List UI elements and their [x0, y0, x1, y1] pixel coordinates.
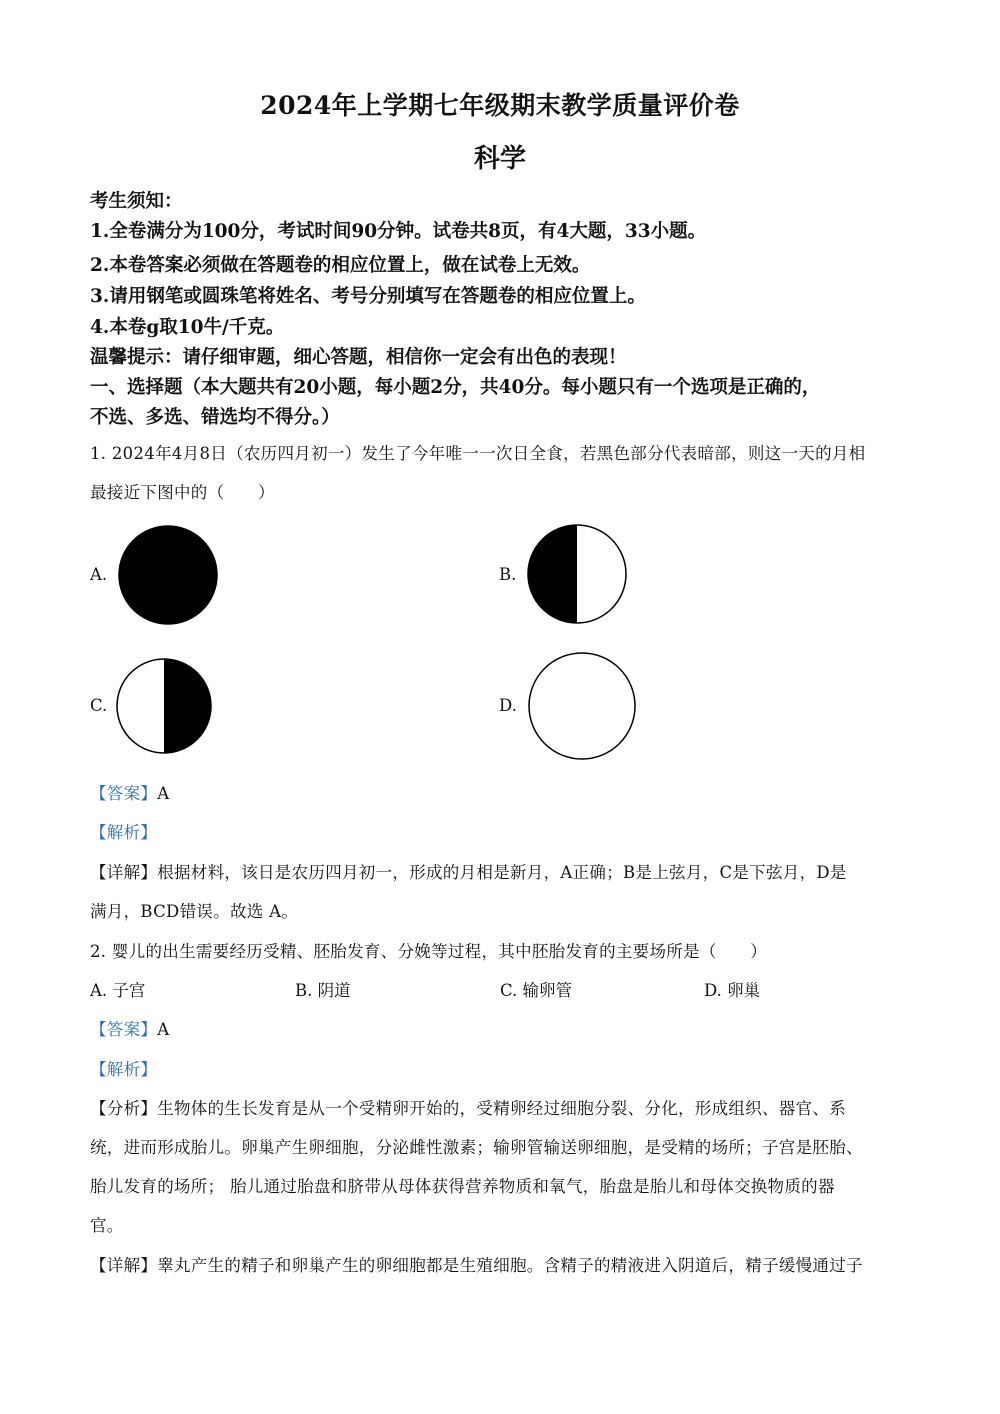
q2-option-c: C. 输卵管 — [500, 981, 573, 1000]
fenxi-text: 生物体的生长发育是从一个受精卵开始的，受精卵经过细胞分裂、分化，形成组织、器官、系 — [157, 1099, 847, 1118]
left-dark-half-moon-icon — [525, 523, 630, 626]
new-moon-icon — [117, 525, 219, 627]
q2-stem: 2. 婴儿的出生需要经历受精、胚胎发育、分娩等过程，其中胚胎发育的主要场所是（ ） — [90, 942, 768, 961]
exam-title: 2024年上学期七年级期末教学质量评价卷 — [260, 91, 740, 120]
q2-option-a: A. 子宫 — [90, 981, 146, 1000]
notice-item-2: 2.本卷答案必须做在答题卷的相应位置上，做在试卷上无效。 — [90, 255, 591, 276]
right-dark-half-moon-icon — [114, 656, 216, 756]
q1-analysis — [90, 819, 157, 843]
q1-detail-line1 — [90, 859, 847, 883]
warm-tip: 温馨提示：请仔细审题，细心答题，相信你一定会有出色的表现！ — [90, 347, 627, 368]
full-moon-icon — [527, 652, 639, 762]
q2-analysis — [90, 1056, 157, 1080]
q1-answer — [90, 780, 169, 804]
q1-option-d-label: D. — [499, 696, 517, 715]
q2-option-d: D. 卵巢 — [704, 981, 761, 1000]
q1-stem-line1: 1. 2024年4月8日（农历四月初一）发生了今年唯一一次日全食，若黑色部分代表暗部，则这一天的月相 — [90, 444, 866, 463]
answer-value: A — [157, 1020, 170, 1039]
q1-option-b-label: B. — [499, 565, 517, 584]
analysis-tag: 【解析】 — [90, 1060, 158, 1079]
q2-answer — [90, 1016, 169, 1040]
q2-fenxi-line4: 官。 — [90, 1216, 124, 1235]
section-heading-line2: 不选、多选、错选均不得分。） — [90, 407, 340, 428]
q2-fenxi-line2: 统，进而形成胎儿。卵巢产生卵细胞，分泌雌性激素；输卵管输送卵细胞，是受精的场所；子宫是胚胎、 — [90, 1138, 863, 1157]
analysis-tag: 【解析】 — [90, 823, 158, 842]
detail-text: 根据材料，该日是农历四月初一，形成的月相是新月，A正确；B是上弦月，C是下弦月，D是 — [157, 863, 847, 882]
answer-value: A — [157, 784, 170, 803]
answer-tag: 【答案】 — [90, 784, 158, 803]
q2-option-b: B. 阴道 — [295, 981, 351, 1000]
answer-tag: 【答案】 — [90, 1020, 158, 1039]
q2-detail-line1 — [90, 1252, 863, 1276]
q1-option-c-label: C. — [90, 696, 108, 715]
q2-fenxi-line1 — [90, 1095, 846, 1119]
notice-item-3: 3.请用钢笔或圆珠笔将姓名、考号分别填写在答题卷的相应位置上。 — [90, 286, 646, 307]
detail-tag: 【详解】 — [90, 1256, 158, 1275]
detail-text: 睾丸产生的精子和卵巢产生的卵细胞都是生殖细胞。含精子的精液进入阴道后，精子缓慢通过子 — [157, 1256, 863, 1275]
fenxi-tag: 【分析】 — [90, 1099, 158, 1118]
notice-item-4: 4.本卷g取10牛/千克。 — [90, 317, 285, 338]
notice-item-1: 1.全卷满分为100分，考试时间90分钟。试卷共8页，有4大题，33小题。 — [90, 221, 707, 242]
detail-tag: 【详解】 — [90, 863, 158, 882]
subject-title: 科学 — [473, 144, 526, 174]
q1-option-a-label: A. — [90, 565, 108, 584]
q2-fenxi-line3: 胎儿发育的场所； 胎儿通过胎盘和脐带从母体获得营养物质和氧气，胎盘是胎儿和母体交换物质的器 — [90, 1177, 835, 1196]
q1-stem-line2: 最接近下图中的（ ） — [90, 483, 275, 502]
notice-heading: 考生须知： — [90, 191, 183, 212]
q1-detail-line2: 满月，BCD错误。故选 A。 — [90, 902, 299, 921]
section-heading-line1: 一、选择题（本大题共有20小题，每小题2分，共40分。每小题只有一个选项是正确的， — [90, 377, 821, 398]
